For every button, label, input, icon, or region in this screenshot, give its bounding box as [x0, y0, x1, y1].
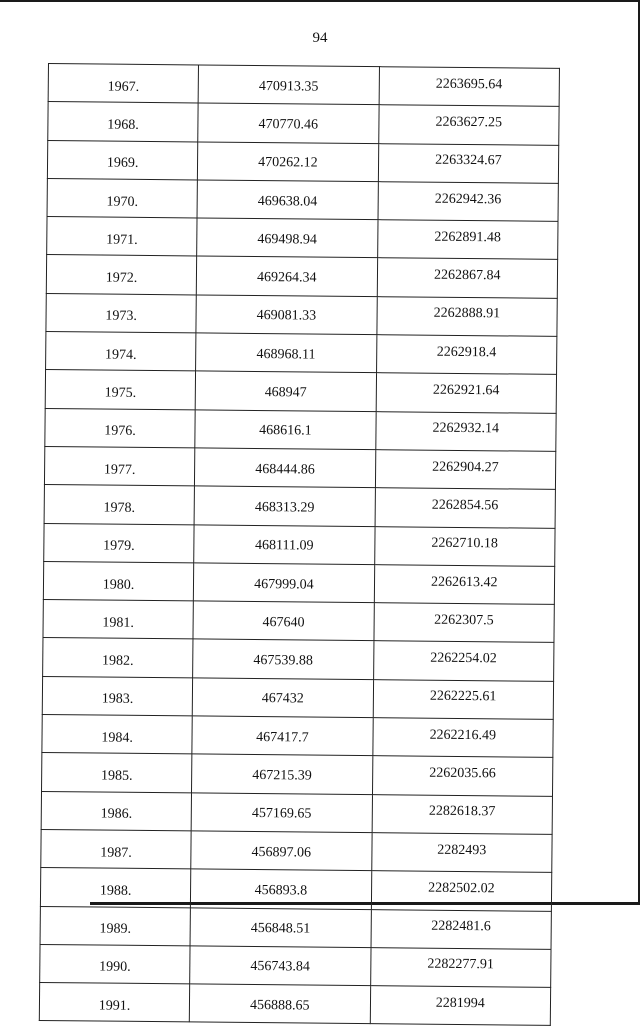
- year-cell: 1984.: [42, 715, 193, 755]
- value-b-cell: 2282277.91: [370, 947, 551, 987]
- table-row: [43, 561, 554, 604]
- value-a-cell: 457169.65: [191, 793, 372, 833]
- value-a-cell: 470770.46: [198, 103, 379, 143]
- value-b-cell: 2262904.27: [375, 450, 556, 490]
- value-a-cell: 468313.29: [194, 486, 375, 526]
- table-row: [44, 523, 555, 566]
- year-cell: 1977.: [44, 446, 195, 486]
- table-row: [47, 178, 558, 221]
- table-row: [47, 217, 558, 260]
- value-b-cell: 2262891.48: [377, 220, 558, 260]
- table-row: [48, 102, 559, 145]
- table-row: [44, 446, 555, 489]
- year-cell: 1970.: [47, 178, 198, 218]
- table-row: [40, 906, 551, 949]
- data-table-container: [39, 63, 560, 1026]
- table-row: [48, 64, 559, 107]
- table-row: [47, 140, 558, 183]
- table-row: [43, 600, 554, 643]
- value-a-cell: 468111.09: [194, 524, 375, 564]
- value-a-cell: 456893.8: [191, 869, 372, 909]
- value-b-cell: 2263695.64: [379, 67, 560, 107]
- year-cell: 1990.: [40, 944, 191, 984]
- year-cell: 1980.: [43, 561, 194, 601]
- value-b-cell: 2262854.56: [375, 488, 556, 528]
- table-row: [41, 829, 552, 872]
- table-row: [43, 638, 554, 681]
- year-cell: 1987.: [41, 829, 192, 869]
- table-row: [41, 791, 552, 834]
- table-row: [45, 370, 556, 413]
- year-cell: 1973.: [46, 293, 197, 333]
- value-b-cell: 2282481.6: [371, 909, 552, 949]
- value-a-cell: 469498.94: [197, 218, 378, 258]
- year-cell: 1978.: [44, 485, 195, 525]
- table-row: [39, 983, 550, 1026]
- table-row: [45, 408, 556, 451]
- table-row: [46, 332, 557, 375]
- value-a-cell: 456888.65: [189, 984, 370, 1024]
- year-cell: 1971.: [47, 217, 198, 257]
- year-cell: 1972.: [46, 255, 197, 295]
- value-b-cell: 2262216.49: [372, 718, 553, 758]
- year-cell: 1974.: [46, 332, 197, 372]
- value-a-cell: 468968.11: [196, 333, 377, 373]
- scan-border-top: [0, 0, 640, 2]
- value-b-cell: 2262710.18: [374, 526, 555, 566]
- year-cell: 1969.: [47, 140, 198, 180]
- value-a-cell: 470913.35: [198, 65, 379, 105]
- year-cell: 1975.: [45, 370, 196, 410]
- table-row: [42, 753, 553, 796]
- year-cell: 1991.: [39, 983, 190, 1023]
- table-row: [42, 715, 553, 758]
- value-a-cell: 456743.84: [190, 946, 371, 986]
- year-cell: 1989.: [40, 906, 191, 946]
- value-a-cell: 469264.34: [196, 256, 377, 296]
- value-b-cell: 2262867.84: [377, 258, 558, 298]
- value-a-cell: 467999.04: [194, 563, 375, 603]
- value-b-cell: 2262307.5: [374, 603, 555, 643]
- value-b-cell: 2262225.61: [373, 679, 554, 719]
- value-b-cell: 2262942.36: [378, 182, 559, 222]
- value-b-cell: 2282493: [371, 833, 552, 873]
- value-a-cell: 467539.88: [193, 639, 374, 679]
- value-b-cell: 2262888.91: [376, 296, 557, 336]
- value-a-cell: 467417.7: [192, 716, 373, 756]
- year-cell: 1986.: [41, 791, 192, 831]
- data-table: [39, 63, 560, 1026]
- value-a-cell: 468444.86: [195, 448, 376, 488]
- value-a-cell: 467215.39: [192, 754, 373, 794]
- year-cell: 1985.: [42, 753, 193, 793]
- value-b-cell: 2281994: [370, 986, 551, 1026]
- value-a-cell: 469638.04: [197, 180, 378, 220]
- value-b-cell: 2263324.67: [378, 143, 559, 183]
- year-cell: 1979.: [44, 523, 195, 563]
- value-a-cell: 468616.1: [195, 410, 376, 450]
- value-b-cell: 2263627.25: [378, 105, 559, 145]
- value-b-cell: 2262932.14: [375, 411, 556, 451]
- value-b-cell: 2282502.02: [371, 871, 552, 911]
- value-a-cell: 456897.06: [191, 831, 372, 871]
- year-cell: 1976.: [45, 408, 196, 448]
- value-b-cell: 2262613.42: [374, 565, 555, 605]
- value-a-cell: 456848.51: [190, 907, 371, 947]
- value-a-cell: 470262.12: [198, 142, 379, 182]
- value-a-cell: 469081.33: [196, 295, 377, 335]
- table-row: [44, 485, 555, 528]
- value-b-cell: 2262921.64: [376, 373, 557, 413]
- table-row: [46, 255, 557, 298]
- value-b-cell: 2262254.02: [373, 641, 554, 681]
- table-row: [40, 868, 551, 911]
- value-b-cell: 2262035.66: [372, 756, 553, 796]
- year-cell: 1982.: [43, 638, 194, 678]
- page-number: 94: [312, 30, 328, 46]
- year-cell: 1967.: [48, 64, 199, 104]
- year-cell: 1983.: [42, 676, 193, 716]
- value-a-cell: 468947: [195, 371, 376, 411]
- value-b-cell: 2262918.4: [376, 335, 557, 375]
- table-body: [39, 64, 559, 1026]
- year-cell: 1988.: [40, 868, 191, 908]
- table-row: [40, 944, 551, 987]
- table-row: [42, 676, 553, 719]
- table-row: [46, 293, 557, 336]
- value-a-cell: 467640: [193, 601, 374, 641]
- value-a-cell: 467432: [192, 678, 373, 718]
- value-b-cell: 2282618.37: [372, 794, 553, 834]
- year-cell: 1981.: [43, 600, 194, 640]
- year-cell: 1968.: [48, 102, 199, 142]
